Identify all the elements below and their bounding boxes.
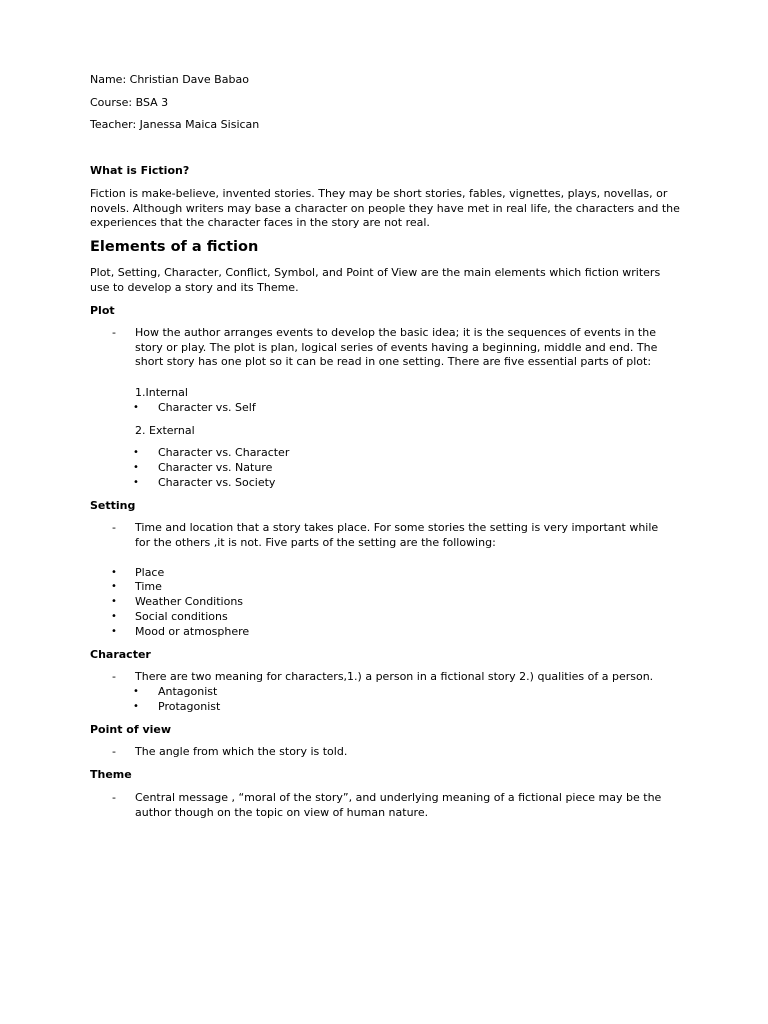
theme-dash: - bbox=[112, 791, 116, 804]
setting-heading: Setting bbox=[90, 499, 136, 512]
plot-external-label: 2. External bbox=[135, 424, 195, 437]
bullet-icon: • bbox=[111, 596, 117, 607]
bullet-icon: • bbox=[133, 701, 139, 712]
plot-internal-item: Character vs. Self bbox=[158, 401, 256, 414]
bullet-icon: • bbox=[133, 402, 139, 413]
setting-dash: - bbox=[112, 521, 116, 534]
student-name: Name: Christian Dave Babao bbox=[90, 73, 249, 86]
setting-item: Place bbox=[135, 566, 165, 579]
point-of-view-description: The angle from which the story is told. bbox=[135, 745, 348, 758]
bullet-icon: • bbox=[133, 447, 139, 458]
theme-heading: Theme bbox=[90, 768, 132, 781]
plot-external-item: Character vs. Nature bbox=[158, 461, 273, 474]
setting-item: Social conditions bbox=[135, 610, 228, 623]
bullet-icon: • bbox=[111, 567, 117, 578]
setting-description: Time and location that a story takes place. For some stories the setting is very important while for the others ,it is not. Five parts of the setting are the following: bbox=[135, 521, 659, 549]
character-item: Protagonist bbox=[158, 700, 221, 713]
point-of-view-dash: - bbox=[112, 745, 116, 758]
elements-intro: Plot, Setting, Character, Conflict, Symbol, and Point of View are the main elements which fiction writers use to develop a story and its Theme. bbox=[90, 266, 661, 294]
bullet-icon: • bbox=[111, 626, 117, 637]
plot-description: How the author arranges events to develop the basic idea; it is the sequences of events in the story or play. The plot is plan, logical series of events having a beginning, middle and end. The short story has one plot so it can be read in one setting. There are five essential parts of plot: bbox=[135, 326, 658, 369]
elements-heading: Elements of a fiction bbox=[90, 239, 259, 255]
plot-internal-label: 1.Internal bbox=[135, 386, 188, 399]
bullet-icon: • bbox=[111, 611, 117, 622]
theme-description: Central message , “moral of the story”, and underlying meaning of a fictional piece may be the author though on the topic on view of human nature. bbox=[135, 791, 662, 819]
character-dash: - bbox=[112, 670, 116, 683]
fiction-paragraph: Fiction is make-believe, invented stories. They may be short stories, fables, vignettes, plays, novellas, or novels. Although writers may base a character on people they have met in real life, the characters and the experiences that the character faces in the story are not real. bbox=[90, 187, 680, 230]
setting-item: Weather Conditions bbox=[135, 595, 244, 608]
character-item: Antagonist bbox=[158, 685, 218, 698]
fiction-heading: What is Fiction? bbox=[90, 164, 190, 177]
bullet-icon: • bbox=[133, 477, 139, 488]
teacher-line: Teacher: Janessa Maica Sisican bbox=[90, 118, 260, 131]
bullet-icon: • bbox=[133, 686, 139, 697]
character-heading: Character bbox=[90, 648, 151, 661]
setting-item: Mood or atmosphere bbox=[135, 625, 250, 638]
plot-external-item: Character vs. Character bbox=[158, 446, 290, 459]
plot-heading: Plot bbox=[90, 304, 115, 317]
point-of-view-heading: Point of view bbox=[90, 723, 172, 736]
bullet-icon: • bbox=[111, 581, 117, 592]
character-description: There are two meaning for characters,1.) a person in a fictional story 2.) qualities of a person. bbox=[135, 670, 654, 683]
bullet-icon: • bbox=[133, 462, 139, 473]
plot-external-item: Character vs. Society bbox=[158, 476, 276, 489]
setting-item: Time bbox=[135, 580, 162, 593]
course-line: Course: BSA 3 bbox=[90, 96, 169, 109]
plot-dash: - bbox=[112, 326, 116, 339]
